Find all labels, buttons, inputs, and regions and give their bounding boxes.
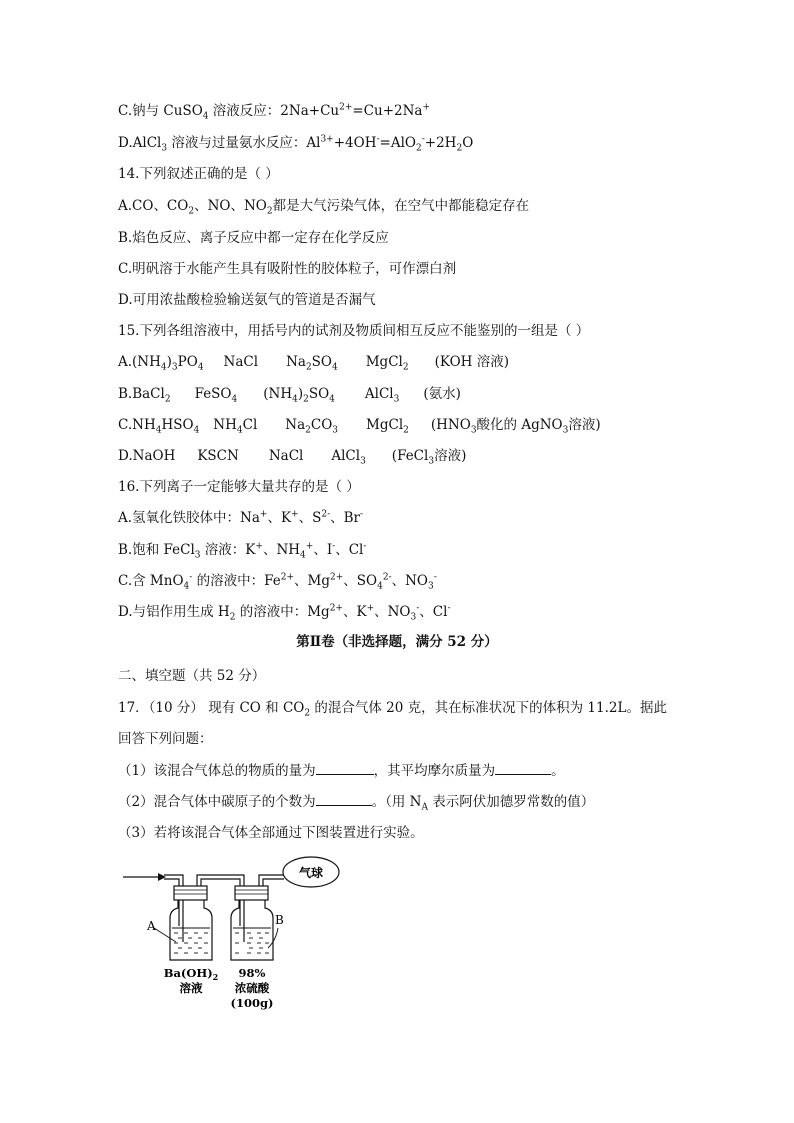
q16-option-b: B.饱和 FeCl$_3$ 溶液：K+、$NH_4^+$、I-、Cl- xyxy=(118,541,367,561)
q17-part-3: （3）若将该混合气体全部通过下图装置进行实验。 xyxy=(118,825,424,841)
q15-stem: 15.下列各组溶液中，用括号内的试剂及物质间相互反应不能鉴别的一组是（ ） xyxy=(118,323,590,339)
q16-option-c: C.含 MnO$_4$- 的溶液中：$Fe^{2+}$、$Mg^{2+}$、$SO_4^{2-}$、$NO_3^-$ xyxy=(118,572,437,592)
q13-option-d: D.AlCl$_3$ 溶液与过量氨水反应：$Al^{3+}+4OH^-=AlO_2^-+2H_2O$ xyxy=(118,134,474,154)
q17-stem-line1: 17．（10 分） 现有 CO 和 $CO_2$ 的混合气体 20 克，其在标准状况下的体积为 11.2L。据此 xyxy=(118,700,667,719)
q17-stem-line2: 回答下列问题： xyxy=(118,731,213,747)
q15-option-d: D.NaOH KSCN NaCl AlCl$_3$ (FeCl$_3$溶液) xyxy=(118,448,467,467)
gas-inlet-arrowhead xyxy=(158,873,166,881)
bottle-a-caption-line2: 溶液 xyxy=(179,981,203,995)
bottle-a-liquid xyxy=(171,926,211,959)
bottle-a-stopper xyxy=(174,886,207,900)
q16-stem: 16.下列离子一定能够大量共存的是（ ） xyxy=(118,479,360,495)
q15-option-b: B.BaCl$_2$ FeSO$_4$ $(NH_4)_2SO_4$ AlCl$_3$ (氨水) xyxy=(118,386,461,405)
section-part-heading: 二、填空题（共 52 分） xyxy=(118,668,266,684)
bottle-a-caption-line1: $Ba(OH)_2$ xyxy=(163,966,219,982)
q13-option-c: C.钠与 CuSO$_4$ 溶液反应：$2Na+Cu^{2+}=Cu+2Na^+$ xyxy=(118,102,431,122)
bottle-b-stopper xyxy=(235,886,268,900)
answer-blank-moles[interactable] xyxy=(316,762,374,775)
q14-option-c: C.明矾溶于水能产生具有吸附性的胶体粒子，可作漂白剂 xyxy=(118,261,457,277)
q17-part-1: （1）该混合气体总的物质的量为 ，其平均摩尔质量为 。 xyxy=(118,763,565,779)
section-title: 第Ⅱ卷（非选择题，满分 52 分） xyxy=(296,634,498,650)
bottle-b-caption-line2: 浓硫酸 xyxy=(234,981,270,995)
apparatus-diagram xyxy=(118,852,358,1017)
q14-stem: 14.下列叙述正确的是（ ） xyxy=(118,166,279,182)
q14-option-b: B.焰色反应、离子反应中都一定存在化学反应 xyxy=(118,230,389,246)
bottle-b-caption-line1: 98% xyxy=(238,966,266,980)
answer-blank-carbon-atoms[interactable] xyxy=(316,793,372,806)
balloon-label: 气球 xyxy=(298,866,324,880)
label-b: B xyxy=(275,913,284,927)
bottle-b-liquid xyxy=(232,926,272,959)
bottle-b-caption-line3: (100g) xyxy=(230,996,274,1010)
q17-part-2: （2）混合气体中碳原子的个数为 。（用 $N_A$ 表示阿伏加德罗常数的值） xyxy=(118,794,595,813)
q16-option-d: D.与铝作用生成 $H_2$ 的溶液中：$Mg^{2+}$、K+、$NO_3^-$、Cl- xyxy=(118,603,451,623)
q14-option-d: D.可用浓盐酸检验输送氨气的管道是否漏气 xyxy=(118,292,376,308)
q14-option-a: A.CO、$CO_2$、NO、$NO_2$都是大气污染气体，在空气中都能稳定存在 xyxy=(118,198,530,217)
q15-option-a: $A.(NH_4)_3PO_4$ NaCl $Na_2SO_4$ MgCl$_2$ (KOH 溶液) xyxy=(118,354,509,373)
q15-option-c: $C.NH_4HSO_4$ $NH_4Cl$ $Na_2CO_3$ MgCl$_2$ ($HNO_3$酸化的 AgNO$_3$溶液) xyxy=(118,417,601,436)
answer-blank-molar-mass[interactable] xyxy=(495,762,551,775)
q16-option-a: A.氢氧化铁胶体中：Na+、K+、$S^{2-}$、Br- xyxy=(118,509,364,526)
label-a: A xyxy=(147,919,156,933)
